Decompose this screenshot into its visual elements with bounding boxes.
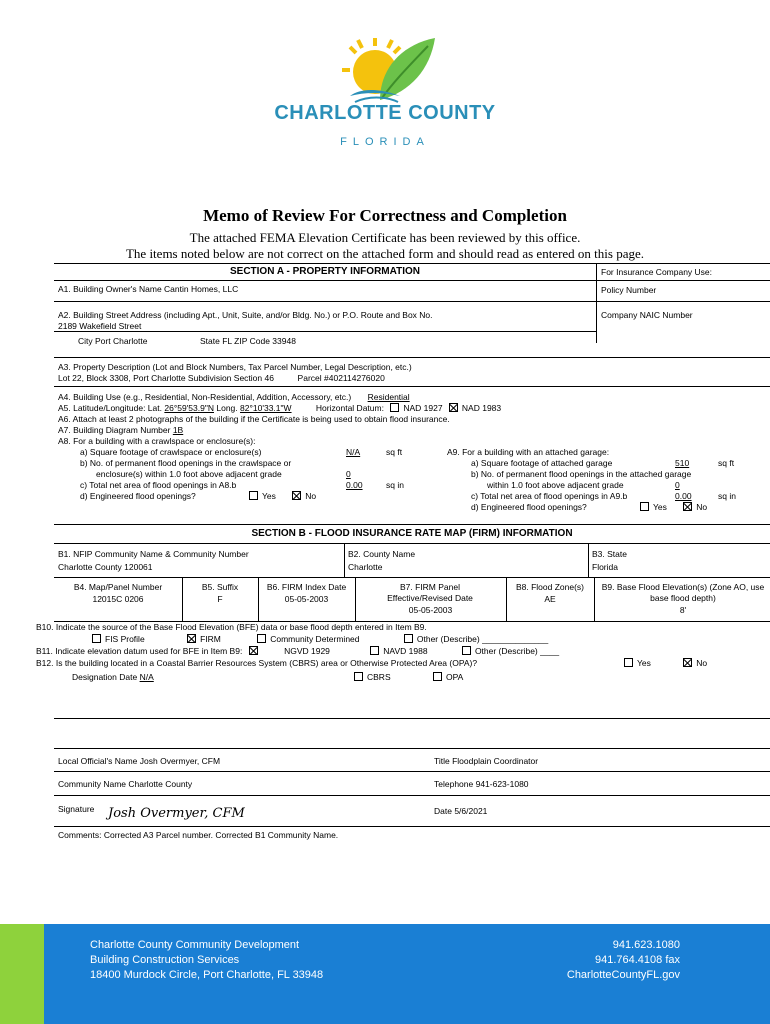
a3-description-value: Lot 22, Block 3308, Port Charlotte Subdivision Section 46 Parcel #402114276020 [58, 373, 385, 383]
a8d-options: Yes No [245, 491, 316, 502]
b2-label: B2. County Name [348, 549, 416, 559]
logo-title: CHARLOTTE COUNTY [274, 102, 496, 124]
memo-line-2: The items noted below are not correct on the attached form and should read as entered on this page. [125, 246, 644, 261]
a9c-value: 0.00 [675, 491, 692, 501]
section-b-header: SECTION B - FLOOD INSURANCE RATE MAP (FIRM) INFORMATION [251, 528, 573, 539]
county-logo [270, 30, 500, 160]
b1-value: Charlotte County 120061 [58, 562, 153, 572]
a9d-no-checkbox[interactable] [683, 502, 692, 511]
a2-city: City Port Charlotte [78, 336, 148, 346]
other-source-checkbox[interactable] [404, 634, 413, 643]
a6-photographs: A6. Attach at least 2 photographs of the building if the Certificate is being used to obtain flood insurance. [58, 414, 450, 424]
nad1927-checkbox[interactable] [390, 403, 399, 412]
a8b-value: 0 [346, 469, 351, 479]
a9-garage: A9. For a building with an attached garage: [447, 447, 610, 457]
a4-building-use: A4. Building Use (e.g., Residential, Non-Residential, Addition, Accessory, etc.) Residential [58, 392, 410, 402]
a8a-unit: sq ft [386, 447, 403, 457]
logo-subtitle: FLORIDA [340, 136, 430, 148]
a2-state-zip: State FL ZIP Code 33948 [200, 336, 296, 346]
a9a-value: 510 [675, 458, 690, 468]
b11-label: B11. Indicate elevation datum used for BFE in Item B9: NGVD 1929 NAVD 1988 Other (Describe) ____ [36, 646, 560, 656]
a9d-label: d) Engineered flood openings? [471, 502, 587, 512]
b4-label: B4. Map/Panel Number [73, 582, 163, 592]
b12-options: Yes No [620, 658, 707, 669]
a8b-label: b) No. of permanent flood openings in the crawlspace or [80, 458, 292, 468]
a9b-label-2: within 1.0 foot above adjacent grade [487, 480, 624, 490]
policy-number-label: Policy Number [601, 285, 657, 295]
sun-leaf-icon [270, 30, 500, 105]
fis-profile-checkbox[interactable] [92, 634, 101, 643]
a9b-value: 0 [675, 480, 680, 490]
b3-value: Florida [592, 562, 618, 572]
telephone: Telephone 941-623-1080 [434, 779, 529, 789]
a8c-unit: sq in [386, 480, 404, 490]
official-name: Local Official's Name Josh Overmyer, CFM [58, 756, 221, 766]
b10-label: B10. Indicate the source of the Base Flood Elevation (BFE) data or base flood depth entered in Item B9. [36, 622, 427, 632]
a8c-label: c) Total net area of flood openings in A8.b [80, 480, 237, 490]
a1-owner-name: A1. Building Owner's Name Cantin Homes, LLC [58, 284, 239, 294]
a9d-options: Yes No [636, 502, 707, 513]
a8d-no-checkbox[interactable] [292, 491, 301, 500]
cbrs-opa-options: CBRS OPA [350, 672, 463, 683]
memo-title: Memo of Review For Correctness and Completion [203, 206, 567, 225]
b6-label: B6. FIRM Index Date [266, 582, 347, 592]
a9b-label: b) No. of permanent flood openings in the attached garage [471, 469, 692, 479]
footer-accent [0, 924, 44, 1024]
nad1983-checkbox[interactable] [449, 403, 458, 412]
community-determined-checkbox[interactable] [257, 634, 266, 643]
a9c-label: c) Total net area of flood openings in A9.b [471, 491, 628, 501]
b1-label: B1. NFIP Community Name & Community Number [58, 549, 249, 559]
b2-value: Charlotte [348, 562, 383, 572]
footer-address: Charlotte County Community Development Building Construction Services 18400 Murdock Circle, Port Charlotte, FL 33948 [90, 939, 324, 981]
b9-value: 8' [679, 605, 687, 615]
b4-value: 12015C 0206 [92, 594, 144, 604]
b8-label: B8. Flood Zone(s) [515, 582, 585, 592]
b5-label: B5. Suffix [201, 582, 239, 592]
date: Date 5/6/2021 [434, 806, 488, 816]
a3-description-label: A3. Property Description (Lot and Block Numbers, Tax Parcel Number, Legal Description, etc.) [58, 362, 412, 372]
a9a-label: a) Square footage of attached garage [471, 458, 613, 468]
b7-label: B7. FIRM Panel Effective/Revised Date [387, 582, 473, 603]
b10-options: FIS Profile FIRM Community Determined Other (Describe) ______________ [88, 634, 548, 645]
a7-diagram: A7. Building Diagram Number 1B [58, 425, 184, 435]
footer-fax: 941.764.4108 fax [594, 954, 680, 966]
firm-checkbox[interactable] [187, 634, 196, 643]
a8b-label-2: enclosure(s) within 1.0 foot above adjacent grade [96, 469, 282, 479]
navd1988-checkbox[interactable] [370, 646, 379, 655]
a8a-label: a) Square footage of crawlspace or enclosure(s) [80, 447, 262, 457]
community-name: Community Name Charlotte County [58, 779, 193, 789]
signature: Josh Overmyer, CFM [108, 806, 245, 821]
b3-label: B3. State [592, 549, 627, 559]
a5-lat-long: A5. Latitude/Longitude: Lat. 26°59'53.9"N Long. 82°10'33.1"W Horizontal Datum: NAD 1927 NAD 1983 [58, 403, 502, 413]
a8a-value: N/A [346, 447, 361, 457]
b9-label: B9. Base Flood Elevation(s) (Zone AO, use base flood depth) [601, 582, 765, 603]
footer-phone: 941.623.1080 [612, 939, 680, 951]
a9c-unit: sq in [718, 491, 736, 501]
a2-address-label: A2. Building Street Address (including Apt., Unit, Suite, and/or Bldg. No.) or P.O. Route and Box No. [58, 310, 433, 320]
footer [0, 924, 770, 1024]
b12-no-checkbox[interactable] [683, 658, 692, 667]
a8c-value: 0.00 [346, 480, 363, 490]
a9a-unit: sq ft [718, 458, 735, 468]
section-a-header: SECTION A - PROPERTY INFORMATION [229, 266, 420, 277]
other-datum-checkbox[interactable] [462, 646, 471, 655]
b12-yes-checkbox[interactable] [624, 658, 633, 667]
a8d-yes-checkbox[interactable] [249, 491, 258, 500]
b5-value: F [217, 594, 223, 604]
a9d-yes-checkbox[interactable] [640, 502, 649, 511]
opa-checkbox[interactable] [433, 672, 442, 681]
a8-crawlspace: A8. For a building with a crawlspace or enclosure(s): [58, 436, 256, 446]
memo-line-1: The attached FEMA Elevation Certificate has been reviewed by this office. [189, 230, 581, 245]
b8-value: AE [544, 594, 556, 604]
footer-contact [567, 938, 680, 983]
a8d-label: d) Engineered flood openings? [80, 491, 196, 501]
b11-checkbox[interactable] [249, 646, 258, 655]
official-title: Title Floodplain Coordinator [434, 756, 539, 766]
comments: Comments: Corrected A3 Parcel number. Corrected B1 Community Name. [58, 830, 339, 840]
a2-address-value: 2189 Wakefield Street [58, 321, 142, 331]
designation-date: Designation Date N/A [72, 672, 154, 682]
b12-label: B12. Is the building located in a Coastal Barrier Resources System (CBRS) area or Otherwise Protected Area (OPA)? [36, 658, 478, 668]
footer-website-link[interactable]: CharlotteCountyFL.gov [566, 969, 680, 981]
b7-value: 05-05-2003 [408, 605, 453, 615]
company-naic-label: Company NAIC Number [601, 310, 693, 320]
b6-value: 05-05-2003 [284, 594, 329, 604]
insurance-use-label: For Insurance Company Use: [601, 267, 713, 277]
signature-label: Signature [58, 804, 95, 814]
cbrs-checkbox[interactable] [354, 672, 363, 681]
